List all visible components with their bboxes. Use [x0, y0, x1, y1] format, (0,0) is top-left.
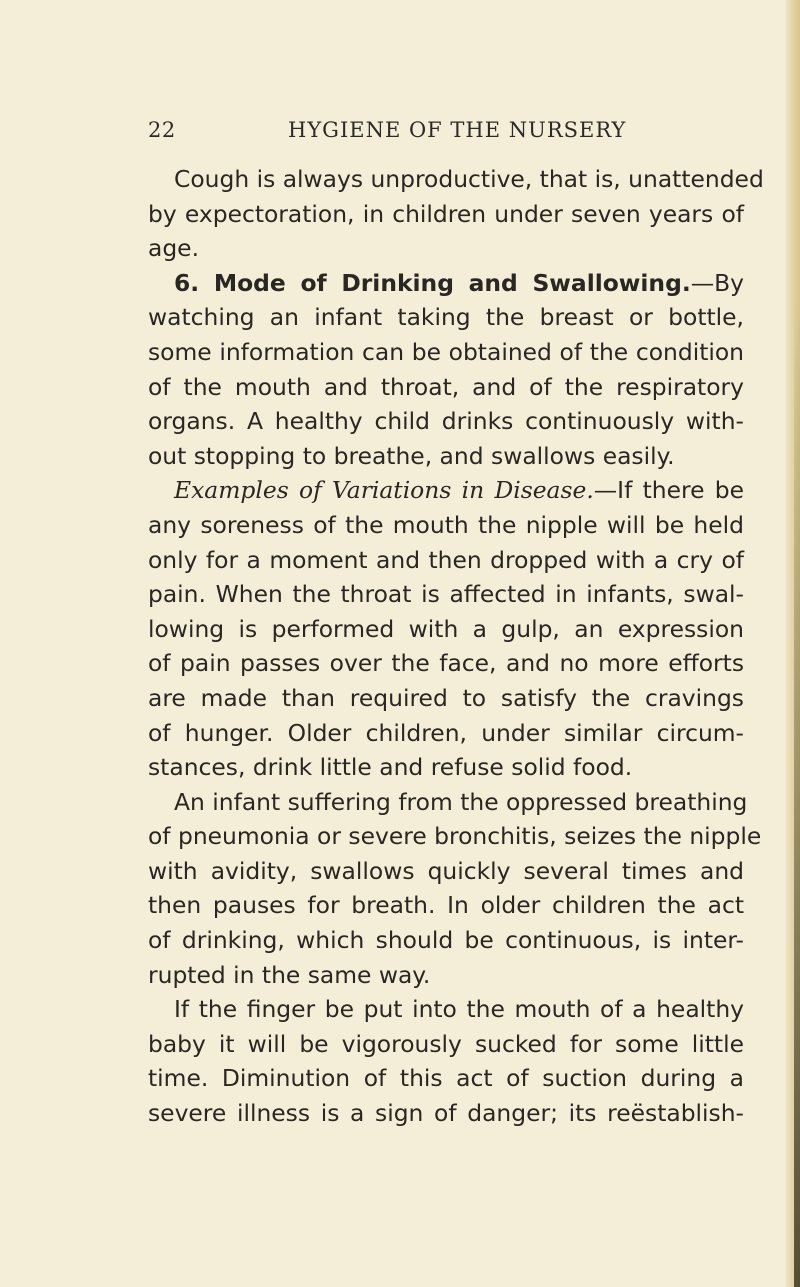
text-line: of the mouth and throat, and of the respiratory	[148, 372, 744, 401]
text-line: of pneumonia or severe bronchitis, seizes the nipple	[148, 822, 762, 851]
text-line: Cough is always unproductive, that is, unattended	[174, 165, 764, 193]
section-heading: 6. Mode of Drinking and Swallowing.	[174, 268, 691, 297]
text-line: age.	[148, 234, 200, 263]
text-line: lowing is performed with a gulp, an expression	[148, 614, 744, 643]
text-line: rupted in the same way.	[148, 960, 431, 989]
body-text	[148, 162, 764, 1131]
page-edge-shadow	[794, 300, 800, 1287]
text-line: stances, drink little and refuse solid food.	[148, 753, 633, 782]
page-header	[148, 118, 748, 148]
text-line: of drinking, which should be continuous, is inter-	[148, 926, 744, 955]
text-line: only for a moment and then dropped with a cry of	[148, 545, 744, 574]
text-line: by expectoration, in children under seven years of	[148, 199, 744, 228]
text-line: An infant suffering from the oppressed breathing	[174, 787, 748, 816]
running-head: HYGIENE OF THE NURSERY	[288, 118, 627, 142]
text-line: organs. A healthy child drinks continuously with-	[148, 407, 744, 436]
text-line: with avidity, swallows quickly several times and	[148, 856, 744, 885]
text-line: watching an infant taking the breast or bottle,	[148, 303, 744, 332]
italic-subheading: Examples of Variations in Disease.	[174, 476, 594, 505]
text-line: are made than required to satisfy the cravings	[148, 683, 744, 712]
text-line: baby it will be vigorously sucked for some little	[148, 1029, 744, 1058]
text-line: any soreness of the mouth the nipple will be held	[148, 510, 744, 539]
page-number: 22	[148, 118, 176, 142]
subheading-line	[148, 473, 744, 508]
text-line: then pauses for breath. In older children the act	[148, 891, 744, 920]
text-line: pain. When the throat is affected in infants, swal-	[148, 580, 744, 609]
text-line: some information can be obtained of the condition	[148, 337, 744, 366]
text-line: out stopping to breathe, and swallows easily.	[148, 441, 675, 470]
text-line: If the finger be put into the mouth of a healthy	[174, 995, 744, 1024]
text-line: time. Diminution of this act of suction during a	[148, 1064, 744, 1093]
heading-continuation: —By	[690, 268, 744, 297]
text-line: severe illness is a sign of danger; its reëstablish-	[148, 1099, 744, 1128]
text-line: of hunger. Older children, under similar circum-	[148, 718, 744, 747]
subheading-continuation: —If there be	[593, 476, 745, 505]
text-line: of pain passes over the face, and no more efforts	[148, 649, 744, 678]
section-heading-line	[148, 266, 744, 301]
